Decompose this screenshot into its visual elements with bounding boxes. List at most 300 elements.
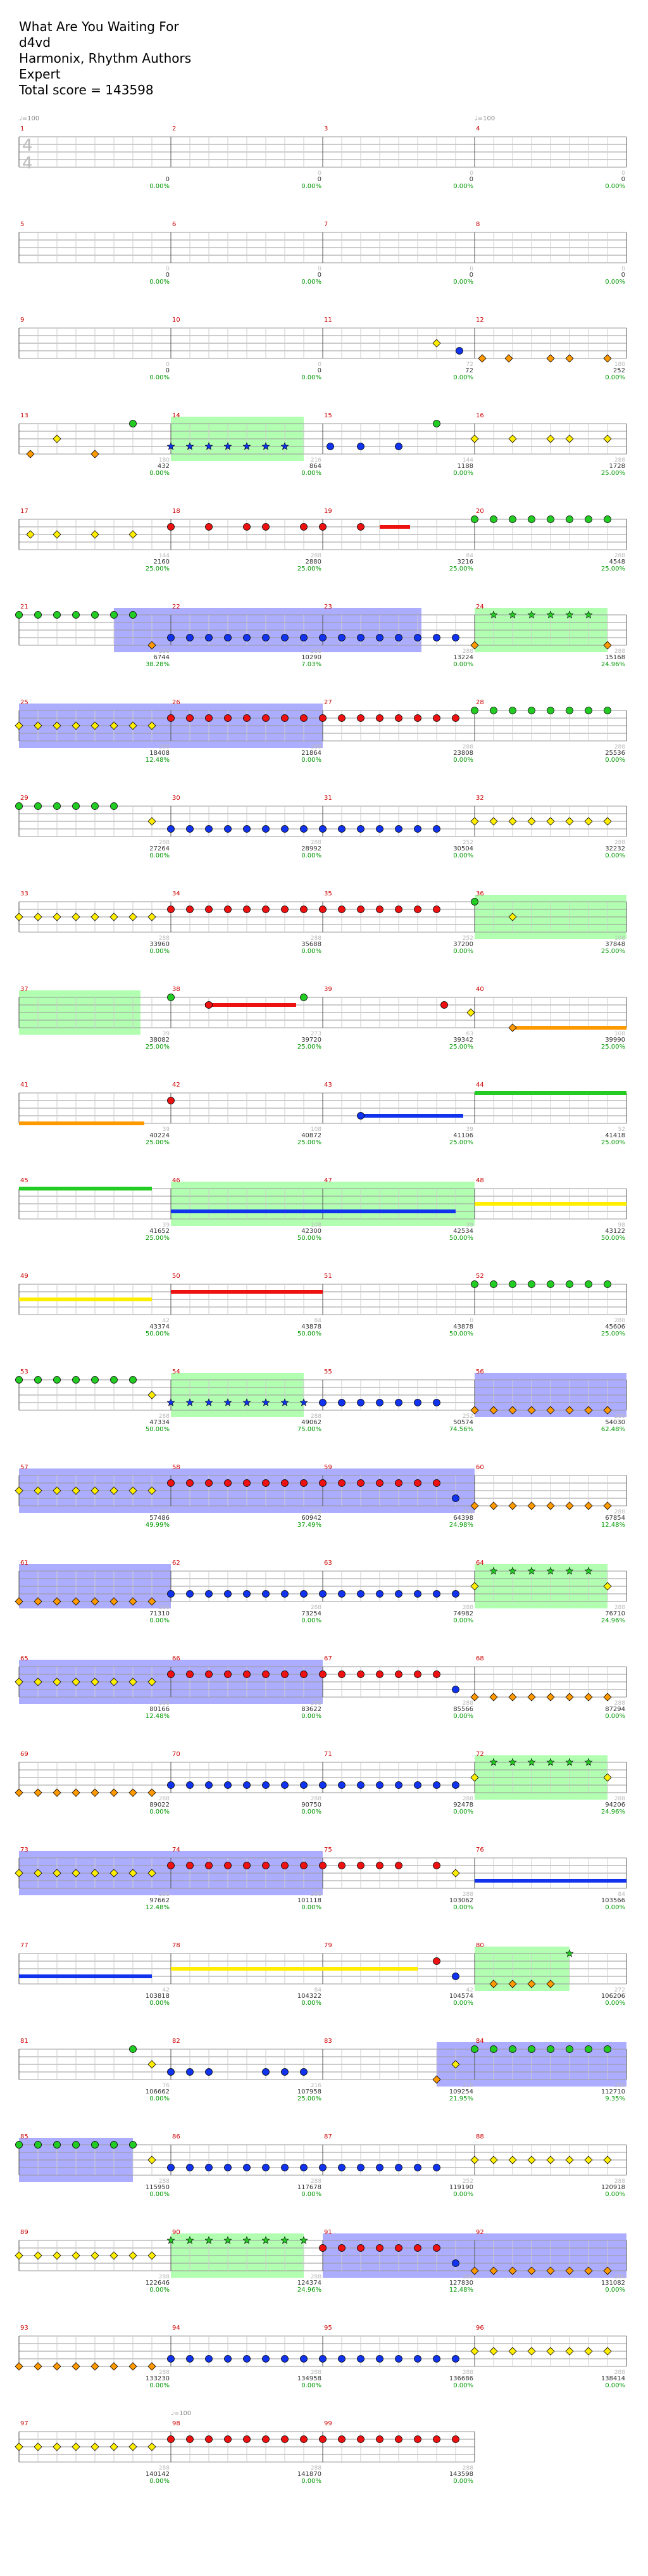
measure-score: 141870 (297, 2471, 321, 2478)
measure-number: 71 (324, 1751, 332, 1758)
measure-60 (475, 1464, 626, 1529)
measure-number: 21 (20, 603, 28, 610)
yellow-cymbal-note (148, 1391, 156, 1399)
measure-bonus: 52 (618, 1127, 625, 1133)
measure-percent: 25.00% (449, 565, 473, 572)
red-note (282, 2436, 289, 2443)
measure-19 (323, 508, 475, 572)
blue-note (206, 2069, 213, 2076)
measure-32 (475, 795, 626, 859)
measure-bonus: 216 (462, 2083, 473, 2089)
red-note (282, 715, 289, 722)
yellow-cymbal-note (148, 2443, 156, 2451)
measure-score: 38082 (149, 1037, 170, 1044)
measure-percent: 0.00% (149, 470, 170, 477)
blue-note (452, 1782, 459, 1789)
measure-score: 0 (165, 176, 170, 183)
yellow-cymbal-note (471, 435, 478, 443)
blue-note (263, 1782, 270, 1789)
measure-percent: 0.00% (301, 948, 321, 955)
measure-bonus: 288 (462, 2465, 473, 2472)
measure-percent: 0.00% (453, 757, 473, 764)
red-note (301, 2436, 308, 2443)
measure-number: 32 (476, 795, 484, 802)
blue-note (452, 1686, 459, 1693)
measure-score: 4548 (609, 559, 625, 565)
red-note (244, 715, 251, 722)
green-note (54, 1377, 61, 1384)
measure-percent: 24.96% (601, 1617, 625, 1624)
blue-note (414, 826, 421, 833)
blue-note (414, 635, 421, 641)
measure-score: 2160 (153, 559, 170, 565)
green-note (111, 2142, 118, 2149)
red-note (168, 906, 175, 913)
measure-89 (19, 2229, 171, 2294)
orange-cymbal-note (129, 1789, 137, 1796)
measure-score: 133230 (145, 2375, 170, 2382)
green-note (471, 1281, 478, 1288)
green-note (604, 2046, 611, 2053)
orange-cymbal-note (490, 1502, 497, 1510)
measure-percent: 0.00% (453, 183, 473, 190)
yellow-cymbal-note (148, 818, 156, 825)
measure-score: 43122 (605, 1228, 625, 1235)
measure-percent: 0.00% (605, 852, 625, 859)
measure-percent: 25.00% (145, 1044, 170, 1051)
measure-score: 67854 (605, 1515, 625, 1522)
green-note (509, 1281, 516, 1288)
measure-score: 101118 (297, 1897, 321, 1904)
measure-percent: 0.00% (149, 2382, 170, 2389)
measure-percent: 0.00% (453, 470, 473, 477)
red-note (433, 906, 440, 913)
measure-number: 60 (476, 1464, 484, 1471)
red-note (396, 1862, 402, 1869)
measure-score: 18408 (149, 750, 170, 757)
measure-percent: 25.00% (601, 1044, 625, 1051)
measure-score: 57486 (149, 1515, 170, 1522)
measure-number: 3 (324, 125, 328, 132)
red-note (206, 524, 213, 531)
measure-number: 2 (172, 125, 177, 132)
blue-note (339, 1399, 346, 1406)
measure-score: 45606 (605, 1323, 625, 1330)
measure-percent: 25.00% (601, 1330, 625, 1337)
measure-bonus: 108 (614, 1031, 625, 1037)
red-note (339, 715, 346, 722)
measure-score: 37200 (453, 941, 473, 948)
measure-number: 75 (324, 1847, 332, 1853)
measure-percent: 0.00% (301, 2000, 321, 2007)
measure-number: 49 (20, 1273, 28, 1280)
orange-cymbal-note (604, 355, 611, 362)
yellow-cymbal-note (604, 435, 611, 443)
measure-number: 8 (476, 221, 480, 228)
blue-note (225, 635, 232, 641)
blue-note (187, 2069, 194, 2076)
measure-9 (19, 317, 171, 381)
measure-bonus: 288 (158, 2370, 170, 2376)
measure-11 (323, 317, 475, 381)
yellow-cymbal-note (34, 2443, 42, 2451)
red-note (414, 2436, 421, 2443)
green-note (471, 516, 478, 523)
measure-percent: 0.00% (605, 2382, 625, 2389)
yellow-cymbal-note (566, 818, 573, 825)
yellow-cymbal-note (91, 2252, 99, 2259)
measure-percent: 0.00% (453, 1809, 473, 1815)
red-note (396, 715, 402, 722)
red-note (414, 1480, 421, 1487)
yellow-cymbal-note (53, 531, 61, 538)
yellow-cymbal-note (433, 339, 440, 347)
measure-score: 106662 (145, 2088, 170, 2095)
blue-note (339, 1782, 346, 1789)
measure-score: 0 (165, 367, 170, 374)
measure-score: 32232 (605, 845, 625, 852)
blue-note (168, 2356, 175, 2363)
blue-note (358, 635, 364, 641)
measure-percent: 0.00% (149, 948, 170, 955)
blue-note (396, 635, 402, 641)
red-note (358, 1480, 364, 1487)
yellow-cymbal-note (129, 913, 137, 921)
measure-score: 1188 (457, 463, 473, 470)
red-note (377, 2436, 383, 2443)
measure-score: 3216 (457, 559, 473, 565)
measure-score: 6744 (153, 654, 170, 661)
blue-note (301, 2164, 308, 2171)
measure-number: 36 (476, 890, 484, 897)
measure-score: 140142 (145, 2471, 170, 2478)
measure-35 (323, 890, 475, 955)
measure-number: 43 (324, 1082, 332, 1089)
red-note (339, 1862, 346, 1869)
blue-note (320, 826, 327, 833)
red-note (433, 715, 440, 722)
red-note (339, 2245, 346, 2252)
yellow-cymbal-note (528, 2347, 535, 2355)
measure-score: 39990 (605, 1037, 625, 1044)
measure-percent: 0.00% (149, 1617, 170, 1624)
measure-bonus: 288 (310, 2465, 321, 2472)
blue-note (282, 635, 289, 641)
green-note (92, 2142, 99, 2149)
blue-note (282, 1591, 289, 1598)
measure-score: 119190 (449, 2184, 473, 2191)
measure-49 (19, 1273, 171, 1337)
red-note (320, 715, 327, 722)
measure-number: 91 (324, 2229, 332, 2236)
measure-score: 60942 (301, 1515, 321, 1522)
measure-score: 134958 (297, 2375, 321, 2382)
measure-percent: 25.00% (449, 1044, 473, 1051)
measure-percent: 24.96% (601, 1809, 625, 1815)
blue-note (320, 1591, 327, 1598)
red-note (433, 2245, 440, 2252)
measure-score: 35688 (301, 941, 321, 948)
measure-percent: 0.00% (301, 2191, 321, 2198)
measure-score: 103062 (449, 1897, 473, 1904)
measure-percent: 0.00% (149, 1809, 170, 1815)
red-note (206, 2436, 213, 2443)
yellow-cymbal-note (604, 2156, 611, 2164)
blue-note (301, 826, 308, 833)
measure-bonus: 0 (470, 170, 473, 177)
measure-number: 37 (20, 986, 28, 993)
orange-cymbal-note (604, 1502, 611, 1510)
red-note (433, 1862, 440, 1869)
measure-number: 31 (324, 795, 332, 802)
measure-score: 74982 (453, 1610, 473, 1617)
measure-bonus: 288 (614, 744, 625, 750)
measure-bonus: 0 (166, 362, 170, 368)
yellow-cymbal-note (91, 913, 99, 921)
measure-score: 43878 (301, 1323, 321, 1330)
measure-bonus: 288 (158, 1700, 170, 1707)
measure-13 (19, 412, 171, 477)
measure-score: 864 (309, 463, 321, 470)
green-note (585, 707, 592, 714)
measure-number: 99 (324, 2420, 332, 2427)
measure-percent: 0.00% (301, 2478, 321, 2485)
green-note (528, 1281, 535, 1288)
blue-note (433, 826, 440, 833)
yellow-cymbal-note (471, 818, 478, 825)
measure-number: 17 (20, 508, 28, 515)
orange-cymbal-note (566, 355, 573, 362)
measure-percent: 0.00% (301, 1904, 321, 1911)
green-note (585, 1281, 592, 1288)
red-note (301, 715, 308, 722)
green-note (566, 707, 573, 714)
measure-percent: 0.00% (453, 661, 473, 668)
measure-score: 2880 (305, 559, 321, 565)
measure-number: 87 (324, 2133, 332, 2140)
measure-bonus: 288 (462, 1700, 473, 1707)
measure-bonus: 288 (614, 1605, 625, 1611)
blue-note (358, 2356, 364, 2363)
red-note (320, 1480, 327, 1487)
measure-number: 98 (172, 2420, 180, 2427)
measure-number: 85 (20, 2133, 28, 2140)
red-note (320, 2245, 327, 2252)
measure-51 (323, 1273, 475, 1337)
measure-bonus: 288 (310, 553, 321, 559)
measure-bonus: 288 (158, 648, 170, 655)
measure-number: 6 (172, 221, 177, 228)
blue-note (339, 2164, 346, 2171)
green-note (509, 707, 516, 714)
yellow-cymbal-note (53, 2443, 61, 2451)
song-difficulty: Expert (19, 66, 61, 82)
measure-score: 0 (621, 272, 625, 279)
measure-number: 24 (476, 603, 484, 610)
green-note (54, 612, 61, 619)
measure-percent: 25.00% (601, 1139, 625, 1146)
measure-bonus: 0 (318, 170, 321, 177)
measure-2 (171, 125, 323, 190)
measure-percent: 0.00% (605, 2191, 625, 2198)
red-note (263, 1862, 270, 1869)
yellow-cymbal-note (566, 2156, 573, 2164)
measure-number: 39 (324, 986, 332, 993)
measure-bonus: 84 (314, 1318, 321, 1324)
red-note (263, 715, 270, 722)
blue-note (433, 635, 440, 641)
yellow-cymbal-note (53, 913, 61, 921)
measure-bonus: 288 (614, 2083, 625, 2089)
measure-38 (171, 986, 323, 1051)
measure-bonus: 108 (614, 935, 625, 942)
green-note (16, 2142, 23, 2149)
blue-note (225, 1591, 232, 1598)
measure-percent: 0.00% (453, 1617, 473, 1624)
tempo-mark: ♩=100 (171, 2410, 192, 2417)
measure-percent: 12.48% (449, 2287, 473, 2294)
measure-percent: 0.00% (149, 2000, 170, 2007)
yellow-cymbal-note (15, 2443, 23, 2451)
measure-number: 45 (20, 1177, 28, 1184)
measure-bonus: 216 (310, 457, 321, 464)
measure-number: 57 (20, 1464, 28, 1471)
measure-number: 97 (20, 2420, 28, 2427)
orange-cymbal-note (15, 1789, 23, 1796)
measure-number: 7 (324, 221, 328, 228)
measure-number: 4 (476, 125, 480, 132)
measure-score: 71310 (149, 1610, 170, 1617)
green-note (566, 1281, 573, 1288)
blue-note (396, 2356, 402, 2363)
measure-score: 41418 (605, 1132, 625, 1139)
blue-note (452, 635, 459, 641)
measure-score: 107958 (297, 2088, 321, 2095)
measure-number: 59 (324, 1464, 332, 1471)
measure-percent: 0.00% (453, 2382, 473, 2389)
measure-3 (323, 125, 475, 190)
measure-bonus: 288 (310, 1700, 321, 1707)
measure-number: 28 (476, 699, 484, 706)
yellow-cymbal-note (452, 1869, 459, 1877)
red-note (396, 1480, 402, 1487)
red-note (301, 1862, 308, 1869)
green-note (528, 707, 535, 714)
green-note (471, 899, 478, 906)
green-note (547, 2046, 554, 2053)
green-note (490, 707, 497, 714)
measure-score: 0 (317, 272, 321, 279)
measure-number: 14 (172, 412, 180, 419)
yellow-cymbal-note (91, 2443, 99, 2451)
green-note (471, 2046, 478, 2053)
song-title: What Are You Waiting For (19, 19, 179, 34)
blue-note (206, 1782, 213, 1789)
measure-score: 23808 (453, 750, 473, 757)
green-note (433, 420, 440, 427)
measure-number: 92 (476, 2229, 484, 2236)
measure-number: 27 (324, 699, 332, 706)
measure-bonus: 288 (158, 840, 170, 846)
green-note (547, 707, 554, 714)
measure-score: 73254 (301, 1610, 321, 1617)
measure-percent: 50.00% (297, 1330, 321, 1337)
measure-82 (171, 2038, 323, 2102)
blue-note (358, 826, 364, 833)
red-note (358, 1862, 364, 1869)
red-note (377, 715, 383, 722)
blue-note (206, 1591, 213, 1598)
orange-cymbal-note (91, 450, 99, 458)
measure-percent: 0.00% (453, 1713, 473, 1720)
measure-78 (171, 1942, 323, 2007)
measure-17 (19, 508, 171, 572)
measure-score: 127830 (449, 2280, 473, 2287)
red-note (282, 1862, 289, 1869)
blue-note (396, 826, 402, 833)
tempo-mark: ♩=100 (19, 115, 40, 122)
measure-percent: 0.00% (453, 1904, 473, 1911)
green-note (111, 612, 118, 619)
measure-number: 40 (476, 986, 484, 993)
blue-note (377, 2164, 383, 2171)
time-sig-denominator: 4 (22, 154, 33, 173)
blue-note (244, 826, 251, 833)
red-note (320, 1862, 327, 1869)
measure-number: 22 (172, 603, 180, 610)
measure-number: 51 (324, 1273, 332, 1280)
blue-note (377, 1399, 383, 1406)
red-note (168, 1862, 175, 1869)
red-note (377, 2245, 383, 2252)
measure-number: 41 (20, 1082, 28, 1089)
measure-number: 74 (172, 1847, 180, 1853)
measure-number: 79 (324, 1942, 332, 1949)
measure-percent: 24.98% (449, 1522, 473, 1529)
red-note (225, 1671, 232, 1678)
measure-number: 68 (476, 1655, 484, 1662)
measure-score: 120918 (601, 2184, 625, 2191)
orange-cymbal-note (509, 1024, 516, 1032)
green-note (528, 516, 535, 523)
red-note (225, 715, 232, 722)
measure-96 (475, 2325, 626, 2389)
red-note (206, 715, 213, 722)
measure-percent: 25.00% (601, 565, 625, 572)
red-note (206, 906, 213, 913)
red-note (414, 1671, 421, 1678)
red-note (263, 524, 270, 531)
total-score: Total score = 143598 (19, 82, 154, 98)
measure-bonus: 72 (466, 362, 473, 368)
blue-note (433, 1782, 440, 1789)
measure-percent: 0.00% (301, 2382, 321, 2389)
tempo-mark: ♩=100 (475, 115, 495, 122)
orange-cymbal-note (528, 1693, 535, 1701)
red-note (358, 906, 364, 913)
measure-percent: 24.96% (297, 2287, 321, 2294)
green-note (509, 516, 516, 523)
yellow-cymbal-note (467, 1009, 475, 1016)
red-note (263, 1671, 270, 1678)
red-note (396, 2436, 402, 2443)
song-artist: d4vd (19, 35, 51, 50)
blue-note (301, 2069, 308, 2076)
measure-6 (171, 221, 323, 286)
green-note (604, 707, 611, 714)
green-note (130, 1377, 137, 1384)
measure-bonus: 288 (462, 648, 473, 655)
